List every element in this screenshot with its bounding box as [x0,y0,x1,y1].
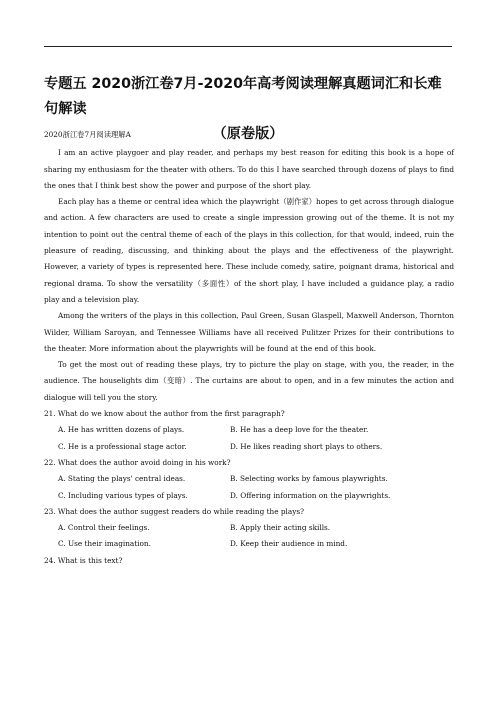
document-body [44,127,454,569]
option-c: C. Including various types of plays. [58,490,188,500]
option-d: D. Offering information on the playwrights. [230,490,391,500]
paragraph-4: To get the most out of reading these plays, try to picture the play on stage, with you, the reader, in the audience. The houselights dim（变暗）. The curtains are about to open, and in a few minutes the action and dialogue will tell you the story. [44,360,454,402]
question-stem: 22. What does the author avoid doing in his work? [44,457,231,467]
option-c: C. Use their imagination. [58,539,151,549]
title-line-2: （原卷版） [212,126,284,142]
option-b: B. He has a deep love for the theater. [230,425,369,435]
question-21 [44,406,454,455]
option-b: B. Apply their acting skills. [230,523,331,533]
option-b: B. Selecting works by famous playwrights. [230,474,388,484]
title-line-1: 专题五 2020浙江卷7月-2020年高考阅读理解真题词汇和长难句解读 [44,76,442,117]
option-d: D. Keep their audience in mind. [230,539,348,549]
options-grid [44,422,454,455]
options-grid [44,520,454,553]
header-rule [44,46,452,47]
question-stem: 23. What does the author suggest readers do while reading the plays? [44,506,305,516]
question-23 [44,504,454,553]
option-d: D. He likes reading short plays to others. [230,441,383,451]
paragraph-3: Among the writers of the plays in this collection, Paul Green, Susan Glaspell, Maxwell Anderson, Thornton Wilder, William Saroyan, and Tennessee Williams have all received Pulitzer Prizes for their contributions to the theater. More information about the playwrights will be found at the end of this book. [44,311,454,353]
section-label: 2020浙江卷7月阅读理解A [44,130,131,139]
paragraph-1: I am an active playgoer and play reader, and perhaps my best reason for editing this book is a hope of sharing my enthusiasm for the theater with others. To do this I have searched through dozens of plays to find the ones that I think best show the power and purpose of the short play. [44,148,454,190]
option-a: A. Stating the plays' central ideas. [58,474,186,484]
paragraph-2: Each play has a theme or central idea which the playwright（剧作家）hopes to get across through dialogue and action. A few characters are used to create a single impression growing out of the theme. It is not my intention to point out the central theme of each of the plays in this collection, for that would, indeed, ruin the pleasure of reading, discussing, and thinking about the plays and the effectiveness of the playwright. However, a variety of types is represented here. These include comedy, satire, poignant drama, historical and regional drama. To show the versatility（多面性）of the short play, I have included a guidance play, a radio play and a television play. [44,197,454,304]
option-a: A. He has written dozens of plays. [58,425,185,435]
question-24 [44,553,454,569]
options-grid [44,471,454,504]
question-22 [44,455,454,504]
option-a: A. Control their feelings. [58,523,150,533]
question-stem: 21. What do we know about the author from the first paragraph? [44,409,285,419]
question-stem: 24. What is this text? [44,555,123,565]
option-c: C. He is a professional stage actor. [58,441,187,451]
